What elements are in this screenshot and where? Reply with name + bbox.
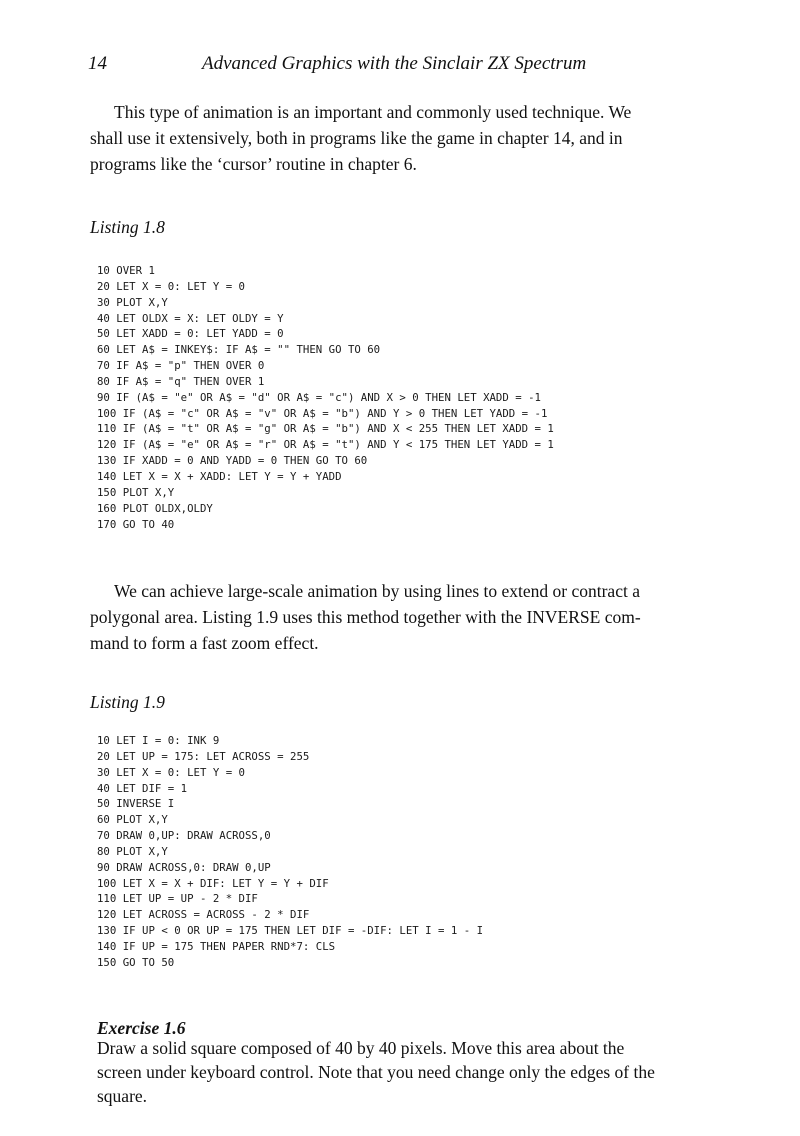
code-line: 120 IF (A$ = "e" OR A$ = "r" OR A$ = "t") AND Y < 175 THEN LET YADD = 1 xyxy=(97,438,554,452)
code-line: 50 INVERSE I xyxy=(97,797,175,811)
listing-1-9-title: Listing 1.9 xyxy=(90,692,165,712)
code-line: 110 LET UP = UP - 2 * DIF xyxy=(97,892,258,906)
code-line: 80 IF A$ = "q" THEN OVER 1 xyxy=(97,374,265,388)
text-line: screen under keyboard control. Note that you need change only the edges of the xyxy=(97,1062,655,1082)
code-line: 100 IF (A$ = "c" OR A$ = "v" OR A$ = "b") AND Y > 0 THEN LET YADD = -1 xyxy=(97,406,548,420)
code-line: 70 DRAW 0,UP: DRAW ACROSS,0 xyxy=(97,829,271,843)
text-line: We can achieve large-scale animation by using lines to extend or contract a xyxy=(114,581,640,601)
code-line: 30 PLOT X,Y xyxy=(97,295,168,309)
code-line: 60 PLOT X,Y xyxy=(97,813,168,827)
code-line: 100 LET X = X + DIF: LET Y = Y + DIF xyxy=(97,876,329,890)
page-number: 14 xyxy=(88,53,107,74)
code-line: 150 GO TO 50 xyxy=(97,955,175,969)
code-line: 80 PLOT X,Y xyxy=(97,844,168,858)
exercise-text xyxy=(97,1036,757,1108)
code-line: 70 IF A$ = "p" THEN OVER 0 xyxy=(97,359,265,373)
code-line: 140 IF UP = 175 THEN PAPER RND*7: CLS xyxy=(97,939,336,953)
code-line: 10 LET I = 0: INK 9 xyxy=(97,734,220,747)
listing-1-9-code xyxy=(97,733,483,971)
text-line: polygonal area. Listing 1.9 uses this method together with the INVERSE com- xyxy=(90,607,641,627)
code-line: 140 LET X = X + XADD: LET Y = Y + YADD xyxy=(97,469,342,483)
code-line: 130 IF XADD = 0 AND YADD = 0 THEN GO TO 60 xyxy=(97,454,368,468)
code-line: 120 LET ACROSS = ACROSS - 2 * DIF xyxy=(97,908,310,922)
intro-paragraph xyxy=(90,99,730,177)
code-line: 40 LET OLDX = X: LET OLDY = Y xyxy=(97,311,284,325)
text-line: This type of animation is an important and commonly used technique. We xyxy=(114,102,632,122)
code-line: 150 PLOT X,Y xyxy=(97,485,175,499)
code-line: 110 IF (A$ = "t" OR A$ = "g" OR A$ = "b") AND X < 255 THEN LET XADD = 1 xyxy=(97,422,554,436)
code-line: 90 DRAW ACROSS,0: DRAW 0,UP xyxy=(97,860,271,874)
text-line: square. xyxy=(97,1086,148,1106)
code-line: 20 LET UP = 175: LET ACROSS = 255 xyxy=(97,749,310,763)
code-line: 30 LET X = 0: LET Y = 0 xyxy=(97,765,245,779)
code-line: 130 IF UP < 0 OR UP = 175 THEN LET DIF = -DIF: LET I = 1 - I xyxy=(97,924,484,938)
code-line: 40 LET DIF = 1 xyxy=(97,781,188,795)
listing-1-8-title: Listing 1.8 xyxy=(90,217,165,237)
text-line: Draw a solid square composed of 40 by 40 pixels. Move this area about the xyxy=(97,1038,625,1058)
exercise-title: Exercise 1.6 xyxy=(97,1018,186,1038)
text-line: shall use it extensively, both in programs like the game in chapter 14, and in xyxy=(90,128,623,148)
running-header xyxy=(88,53,728,77)
running-title: Advanced Graphics with the Sinclair ZX Spectrum xyxy=(202,53,587,74)
text-line: mand to form a fast zoom effect. xyxy=(90,633,319,653)
text-line: programs like the ‘cursor’ routine in chapter 6. xyxy=(90,154,417,174)
code-line: 50 LET XADD = 0: LET YADD = 0 xyxy=(97,327,284,341)
code-line: 160 PLOT OLDX,OLDY xyxy=(97,501,213,515)
code-line: 170 GO TO 40 xyxy=(97,517,175,531)
zoom-paragraph xyxy=(90,578,730,656)
code-line: 60 LET A$ = INKEY$: IF A$ = "" THEN GO TO 60 xyxy=(97,343,381,357)
code-line: 90 IF (A$ = "e" OR A$ = "d" OR A$ = "c") AND X > 0 THEN LET XADD = -1 xyxy=(97,390,541,404)
code-line: 20 LET X = 0: LET Y = 0 xyxy=(97,279,245,293)
code-line: 10 OVER 1 xyxy=(97,264,155,277)
listing-1-8-code xyxy=(97,263,554,532)
